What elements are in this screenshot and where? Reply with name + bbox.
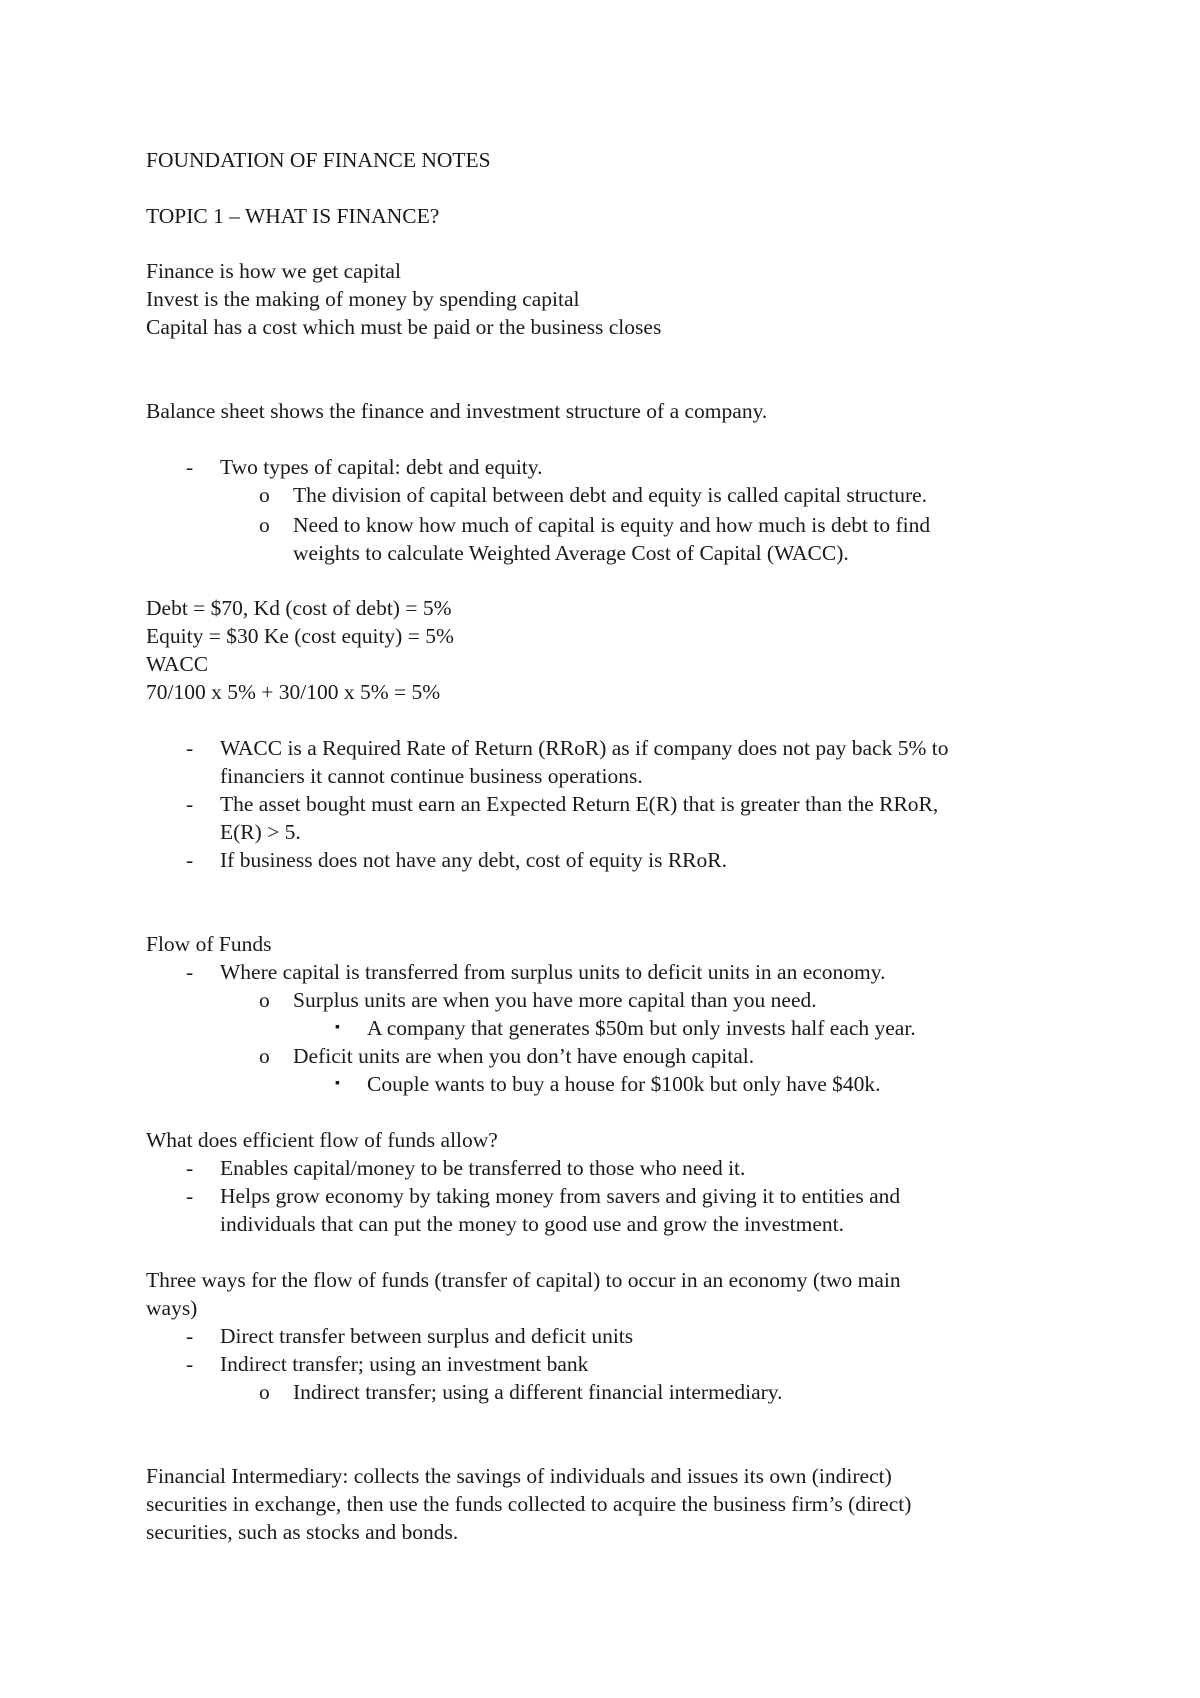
paragraph-line: securities in exchange, then use the funds collected to acquire the business firm’s (direct) (146, 1492, 912, 1516)
circle-bullet: o (259, 1044, 270, 1068)
dash-bullet: - (186, 1324, 194, 1348)
document-title: FOUNDATION OF FINANCE NOTES (146, 148, 491, 172)
dash-bullet: - (186, 1352, 194, 1376)
sub-bullet-text: The division of capital between debt and equity is called capital structure. (293, 483, 928, 507)
circle-bullet: o (259, 483, 270, 507)
sub-bullet-text: Deficit units are when you don’t have enough capital. (293, 1044, 755, 1068)
section-heading: Flow of Funds (146, 932, 272, 956)
bullet-text: Two types of capital: debt and equity. (220, 455, 543, 479)
bullet-text: Indirect transfer; using an investment bank (220, 1352, 589, 1376)
square-bullet: ▪ (335, 1020, 340, 1035)
sub-sub-bullet-text: A company that generates $50m but only invests half each year. (367, 1016, 916, 1040)
sub-bullet-text: Surplus units are when you have more capital than you need. (293, 988, 817, 1012)
circle-bullet: o (259, 513, 270, 537)
bullet-text: Helps grow economy by taking money from savers and giving it to entities and (220, 1184, 901, 1208)
bullet-text: Enables capital/money to be transferred to those who need it. (220, 1156, 746, 1180)
paragraph-line: Three ways for the flow of funds (transfer of capital) to occur in an economy (two main (146, 1268, 901, 1292)
bullet-text: E(R) > 5. (220, 820, 301, 844)
bullet-text: financiers it cannot continue business operations. (220, 764, 643, 788)
square-bullet: ▪ (335, 1076, 340, 1091)
bullet-text: Where capital is transferred from surplus units to deficit units in an economy. (220, 960, 886, 984)
circle-bullet: o (259, 1380, 270, 1404)
bullet-text: individuals that can put the money to good use and grow the investment. (220, 1212, 844, 1236)
paragraph-line: Financial Intermediary: collects the savings of individuals and issues its own (indirect) (146, 1464, 892, 1488)
dash-bullet: - (186, 848, 194, 872)
bullet-text: Direct transfer between surplus and deficit units (220, 1324, 634, 1348)
sub-bullet-text: Indirect transfer; using a different financial intermediary. (293, 1380, 783, 1404)
calc-line: WACC (146, 652, 209, 676)
paragraph-line: ways) (146, 1296, 198, 1320)
dash-bullet: - (186, 1156, 194, 1180)
sub-bullet-text: Need to know how much of capital is equity and how much is debt to find (293, 513, 931, 537)
bullet-text: If business does not have any debt, cost of equity is RRoR. (220, 848, 727, 872)
intro-line: Invest is the making of money by spending capital (146, 287, 580, 311)
section-heading: What does efficient flow of funds allow? (146, 1128, 498, 1152)
dash-bullet: - (186, 1184, 194, 1208)
bullet-text: WACC is a Required Rate of Return (RRoR) as if company does not pay back 5% to (220, 736, 949, 760)
calc-line: Equity = $30 Ke (cost equity) = 5% (146, 624, 454, 648)
intro-line: Finance is how we get capital (146, 259, 401, 283)
calc-line: Debt = $70, Kd (cost of debt) = 5% (146, 596, 452, 620)
calc-line: 70/100 x 5% + 30/100 x 5% = 5% (146, 680, 441, 704)
topic-heading: TOPIC 1 – WHAT IS FINANCE? (146, 204, 440, 228)
bullet-text: The asset bought must earn an Expected Return E(R) that is greater than the RRoR, (220, 792, 939, 816)
dash-bullet: - (186, 455, 194, 479)
dash-bullet: - (186, 960, 194, 984)
paragraph-line: securities, such as stocks and bonds. (146, 1520, 459, 1544)
dash-bullet: - (186, 736, 194, 760)
intro-line: Capital has a cost which must be paid or the business closes (146, 315, 662, 339)
dash-bullet: - (186, 792, 194, 816)
sub-bullet-text: weights to calculate Weighted Average Cost of Capital (WACC). (293, 541, 849, 565)
sub-sub-bullet-text: Couple wants to buy a house for $100k but only have $40k. (367, 1072, 881, 1096)
circle-bullet: o (259, 988, 270, 1012)
balance-sheet-text: Balance sheet shows the finance and investment structure of a company. (146, 399, 768, 423)
